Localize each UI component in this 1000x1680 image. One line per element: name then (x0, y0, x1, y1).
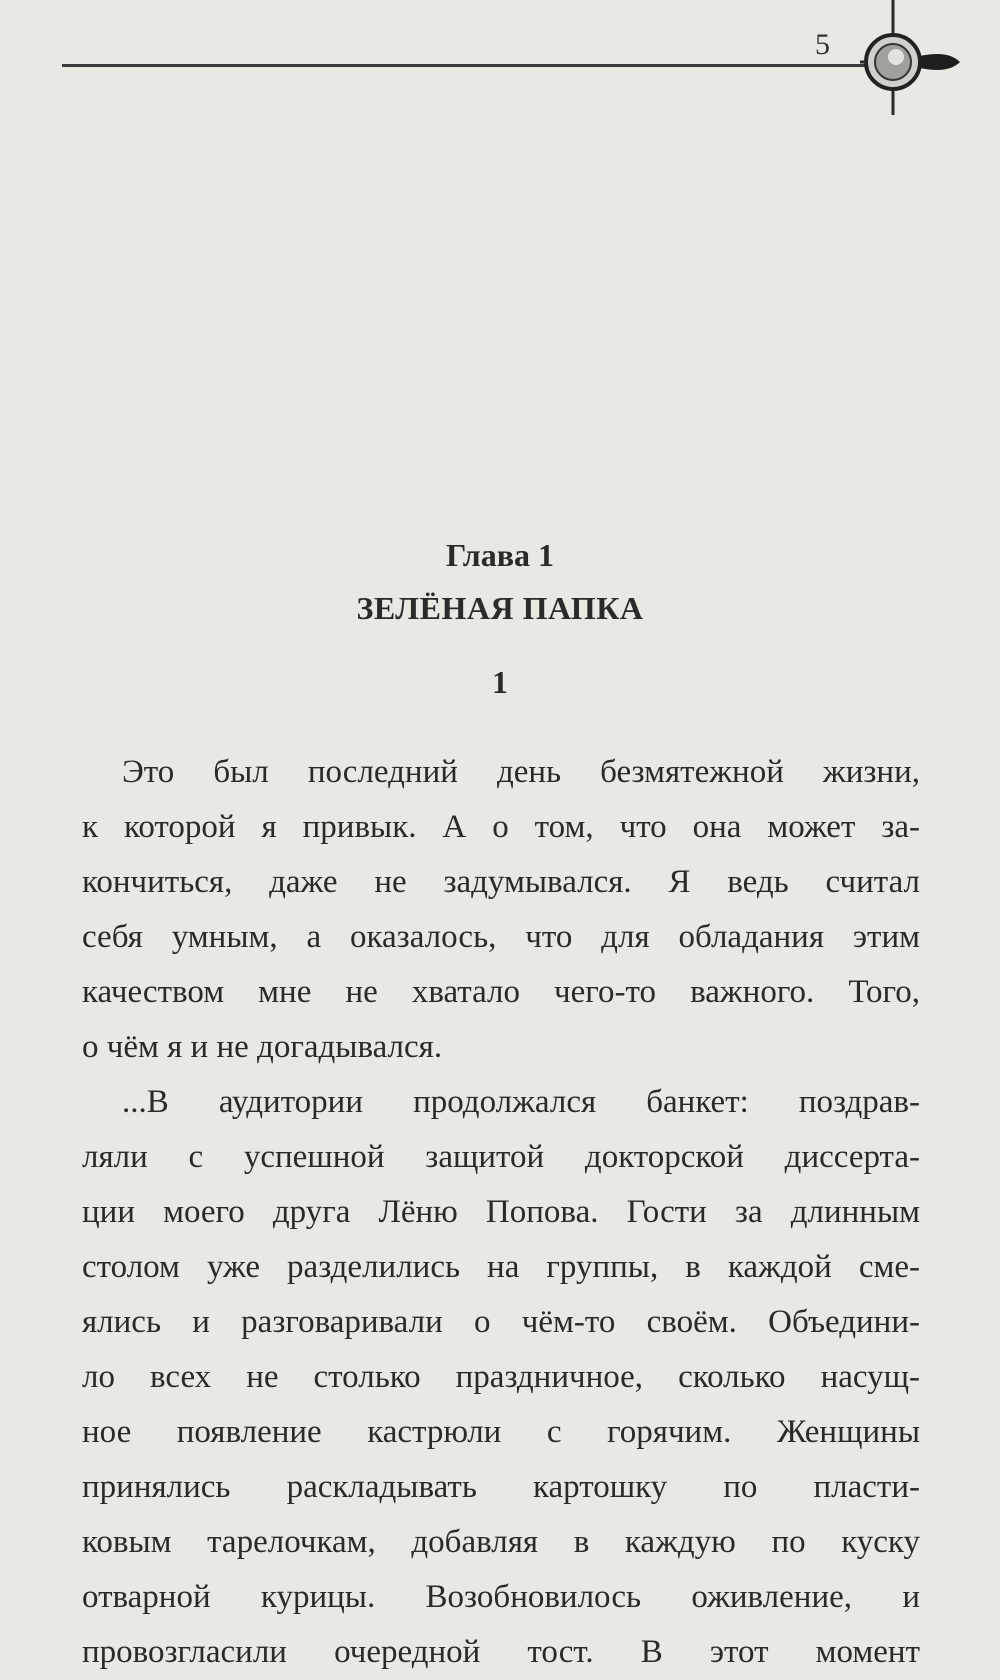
text-line: принялись раскладывать картошку по пласти- (82, 1469, 920, 1505)
text-line: столом уже разделились на группы, в каждой сме- (82, 1249, 920, 1285)
text-line: ло всех не столько праздничное, сколько насущ- (82, 1359, 920, 1395)
text-line: кончиться, даже не задумывался. Я ведь считал (82, 864, 920, 900)
chapter-title: ЗЕЛЁНАЯ ПАПКА (356, 590, 644, 626)
text-line: ...В аудитории продолжался банкет: поздрав- (122, 1084, 920, 1120)
header-rule (62, 64, 872, 67)
text-line: о чём я и не догадывался. (82, 1029, 443, 1065)
compass-ornament-icon (860, 0, 970, 115)
text-line: к которой я привык. А о том, что она может за- (82, 809, 920, 845)
text-line: ное появление кастрюли с горячим. Женщины (82, 1414, 920, 1450)
text-line: ковым тарелочкам, добавляя в каждую по куску (82, 1524, 920, 1560)
text-line: ции моего друга Лёню Попова. Гости за длинным (82, 1194, 920, 1230)
section-number: 1 (492, 664, 508, 700)
page-number: 5 (815, 28, 830, 61)
text-line: качеством мне не хватало чего-то важного. Того, (82, 974, 920, 1010)
body-text (82, 745, 920, 1680)
text-line: Это был последний день безмятежной жизни, (122, 754, 920, 790)
text-line: ляли с успешной защитой докторской диссерта- (82, 1139, 920, 1175)
chapter-label: Глава 1 (446, 537, 554, 573)
text-line: ялись и разговаривали о чём-то своём. Объедини- (82, 1304, 920, 1340)
text-line: провозгласили очередной тост. В этот момент (82, 1634, 920, 1670)
text-line: отварной курицы. Возобновилось оживление, и (82, 1579, 920, 1615)
text-line: себя умным, а оказалось, что для обладания этим (82, 919, 920, 955)
